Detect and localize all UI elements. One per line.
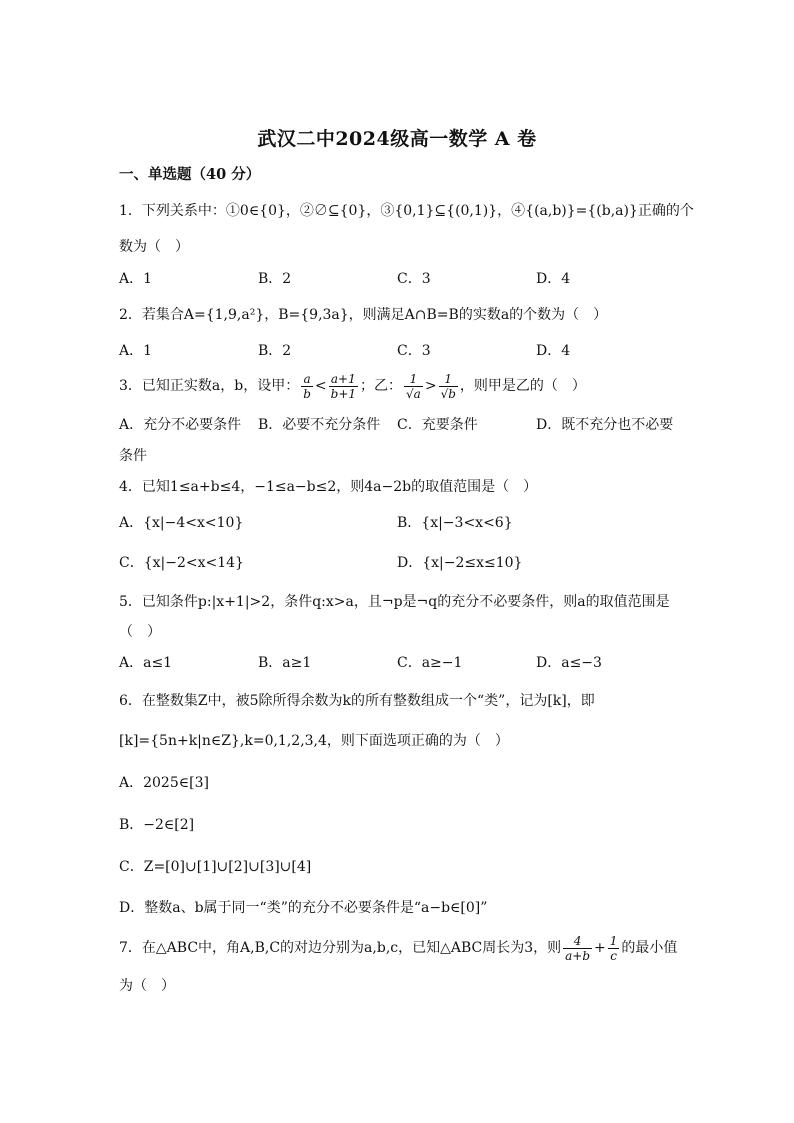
question-6-text-cont: [k]={5n+k|n∈Z},k=0,1,2,3,4，则下面选项正确的为（ ） [119, 733, 509, 749]
q3-mid: ；乙： [360, 378, 403, 394]
q5-option-d: D．a≤−3 [536, 655, 602, 671]
q3-option-b: B．必要不充分条件 [258, 417, 381, 433]
q6-option-c: C．Z=[0]∪[1]∪[2]∪[3]∪[4] [119, 859, 312, 875]
fraction-numerator: 1 [609, 933, 618, 948]
q3-fraction-1-over-sqrt-b [439, 372, 458, 401]
q4-option-a: A．{x|−4<x<10} [119, 515, 244, 531]
q7-plus: + [594, 940, 606, 956]
question-3-text [119, 371, 679, 401]
fraction-numerator: 1 [439, 372, 458, 387]
q3-option-a: A．充分不必要条件 [119, 417, 242, 433]
q7-suffix: 的最小值 [621, 940, 678, 956]
fraction-denominator: a+b [565, 948, 591, 963]
q3-option-d-wrap: 条件 [119, 448, 147, 464]
q3-fraction-1-over-sqrt-a [404, 372, 423, 401]
q3-less-than: < [314, 378, 327, 394]
q2-option-c: C．3 [397, 343, 431, 359]
question-7-text [119, 932, 679, 964]
q3-greater-than: > [424, 378, 437, 394]
q1-option-d: D．4 [536, 271, 571, 287]
q3-fraction-a-over-b [301, 372, 313, 401]
q3-prefix: 3．已知正实数a，b，设甲： [119, 378, 300, 394]
question-1-text-cont: 数为（ ） [119, 239, 189, 255]
q7-fraction-1-over-c [608, 934, 620, 963]
q4-option-c: C．{x|−2<x<14} [119, 555, 244, 571]
question-5-text-cont: （ ） [119, 624, 161, 640]
fraction-numerator: 4 [563, 934, 592, 949]
q4-option-d: D．{x|−2≤x≤10} [397, 555, 523, 571]
q3-option-c: C．充要条件 [397, 417, 478, 433]
q1-option-c: C．3 [397, 271, 431, 287]
question-7-text-cont: 为（ ） [119, 978, 175, 994]
fraction-numerator: a [301, 372, 313, 387]
q1-option-a: A．1 [119, 271, 153, 287]
q6-option-b: B．−2∈[2] [119, 817, 195, 833]
section-heading: 一、单选题（40 分） [119, 166, 261, 183]
fraction-denominator: √b [440, 386, 456, 401]
question-5-text: 5．已知条件p:|x+1|>2，条件q:x>a，且¬p是¬q的充分不必要条件，则a的取值范围是 [119, 594, 670, 610]
q3-fraction-a1-over-b1 [329, 372, 358, 401]
question-6-text: 6．在整数集Z中，被5除所得余数为k的所有整数组成一个“类”，记为[k]，即 [119, 693, 595, 709]
fraction-denominator: c [610, 948, 617, 963]
fraction-numerator: a+1 [329, 372, 358, 387]
question-4-text: 4．已知1≤a+b≤4，−1≤a−b≤2，则4a−2b的取值范围是（ ） [119, 479, 538, 495]
q6-option-d: D．整数a、b属于同一“类”的充分不必要条件是“a−b∈[0]” [119, 900, 488, 916]
q3-suffix: ，则甲是乙的（ ） [459, 378, 586, 394]
question-1-text: 1．下列关系中：①0∈{0}，②∅⊆{0}，③{0,1}⊆{(0,1)}，④{(a,b)}={(b,a)}正确的个 [119, 203, 694, 219]
fraction-denominator: b [303, 386, 311, 401]
fraction-denominator: b+1 [330, 386, 357, 401]
q6-option-a: A．2025∈[3] [119, 775, 209, 791]
q7-prefix: 7．在△ABC中，角A,B,C的对边分别为a,b,c，已知△ABC周长为3，则 [119, 940, 562, 956]
question-2-text: 2．若集合A={1,9,a²}，B={9,3a}，则满足A∩B=B的实数a的个数为（ ） [119, 307, 608, 323]
q4-option-b: B．{x|−3<x<6} [397, 515, 513, 531]
q2-option-d: D．4 [536, 343, 571, 359]
q5-option-b: B．a≥1 [258, 655, 312, 671]
fraction-numerator: 1 [404, 372, 423, 387]
q2-option-a: A．1 [119, 343, 153, 359]
q5-option-a: A．a≤1 [119, 655, 173, 671]
q7-fraction-4-over-a-plus-b [563, 934, 592, 963]
q5-option-c: C．a≥−1 [397, 655, 463, 671]
fraction-denominator: √a [406, 386, 421, 401]
page-title: 武汉二中2024级高一数学 A 卷 [257, 128, 537, 150]
q3-option-d: D．既不充分也不必要 [536, 417, 674, 433]
q1-option-b: B．2 [258, 271, 292, 287]
q2-option-b: B．2 [258, 343, 292, 359]
